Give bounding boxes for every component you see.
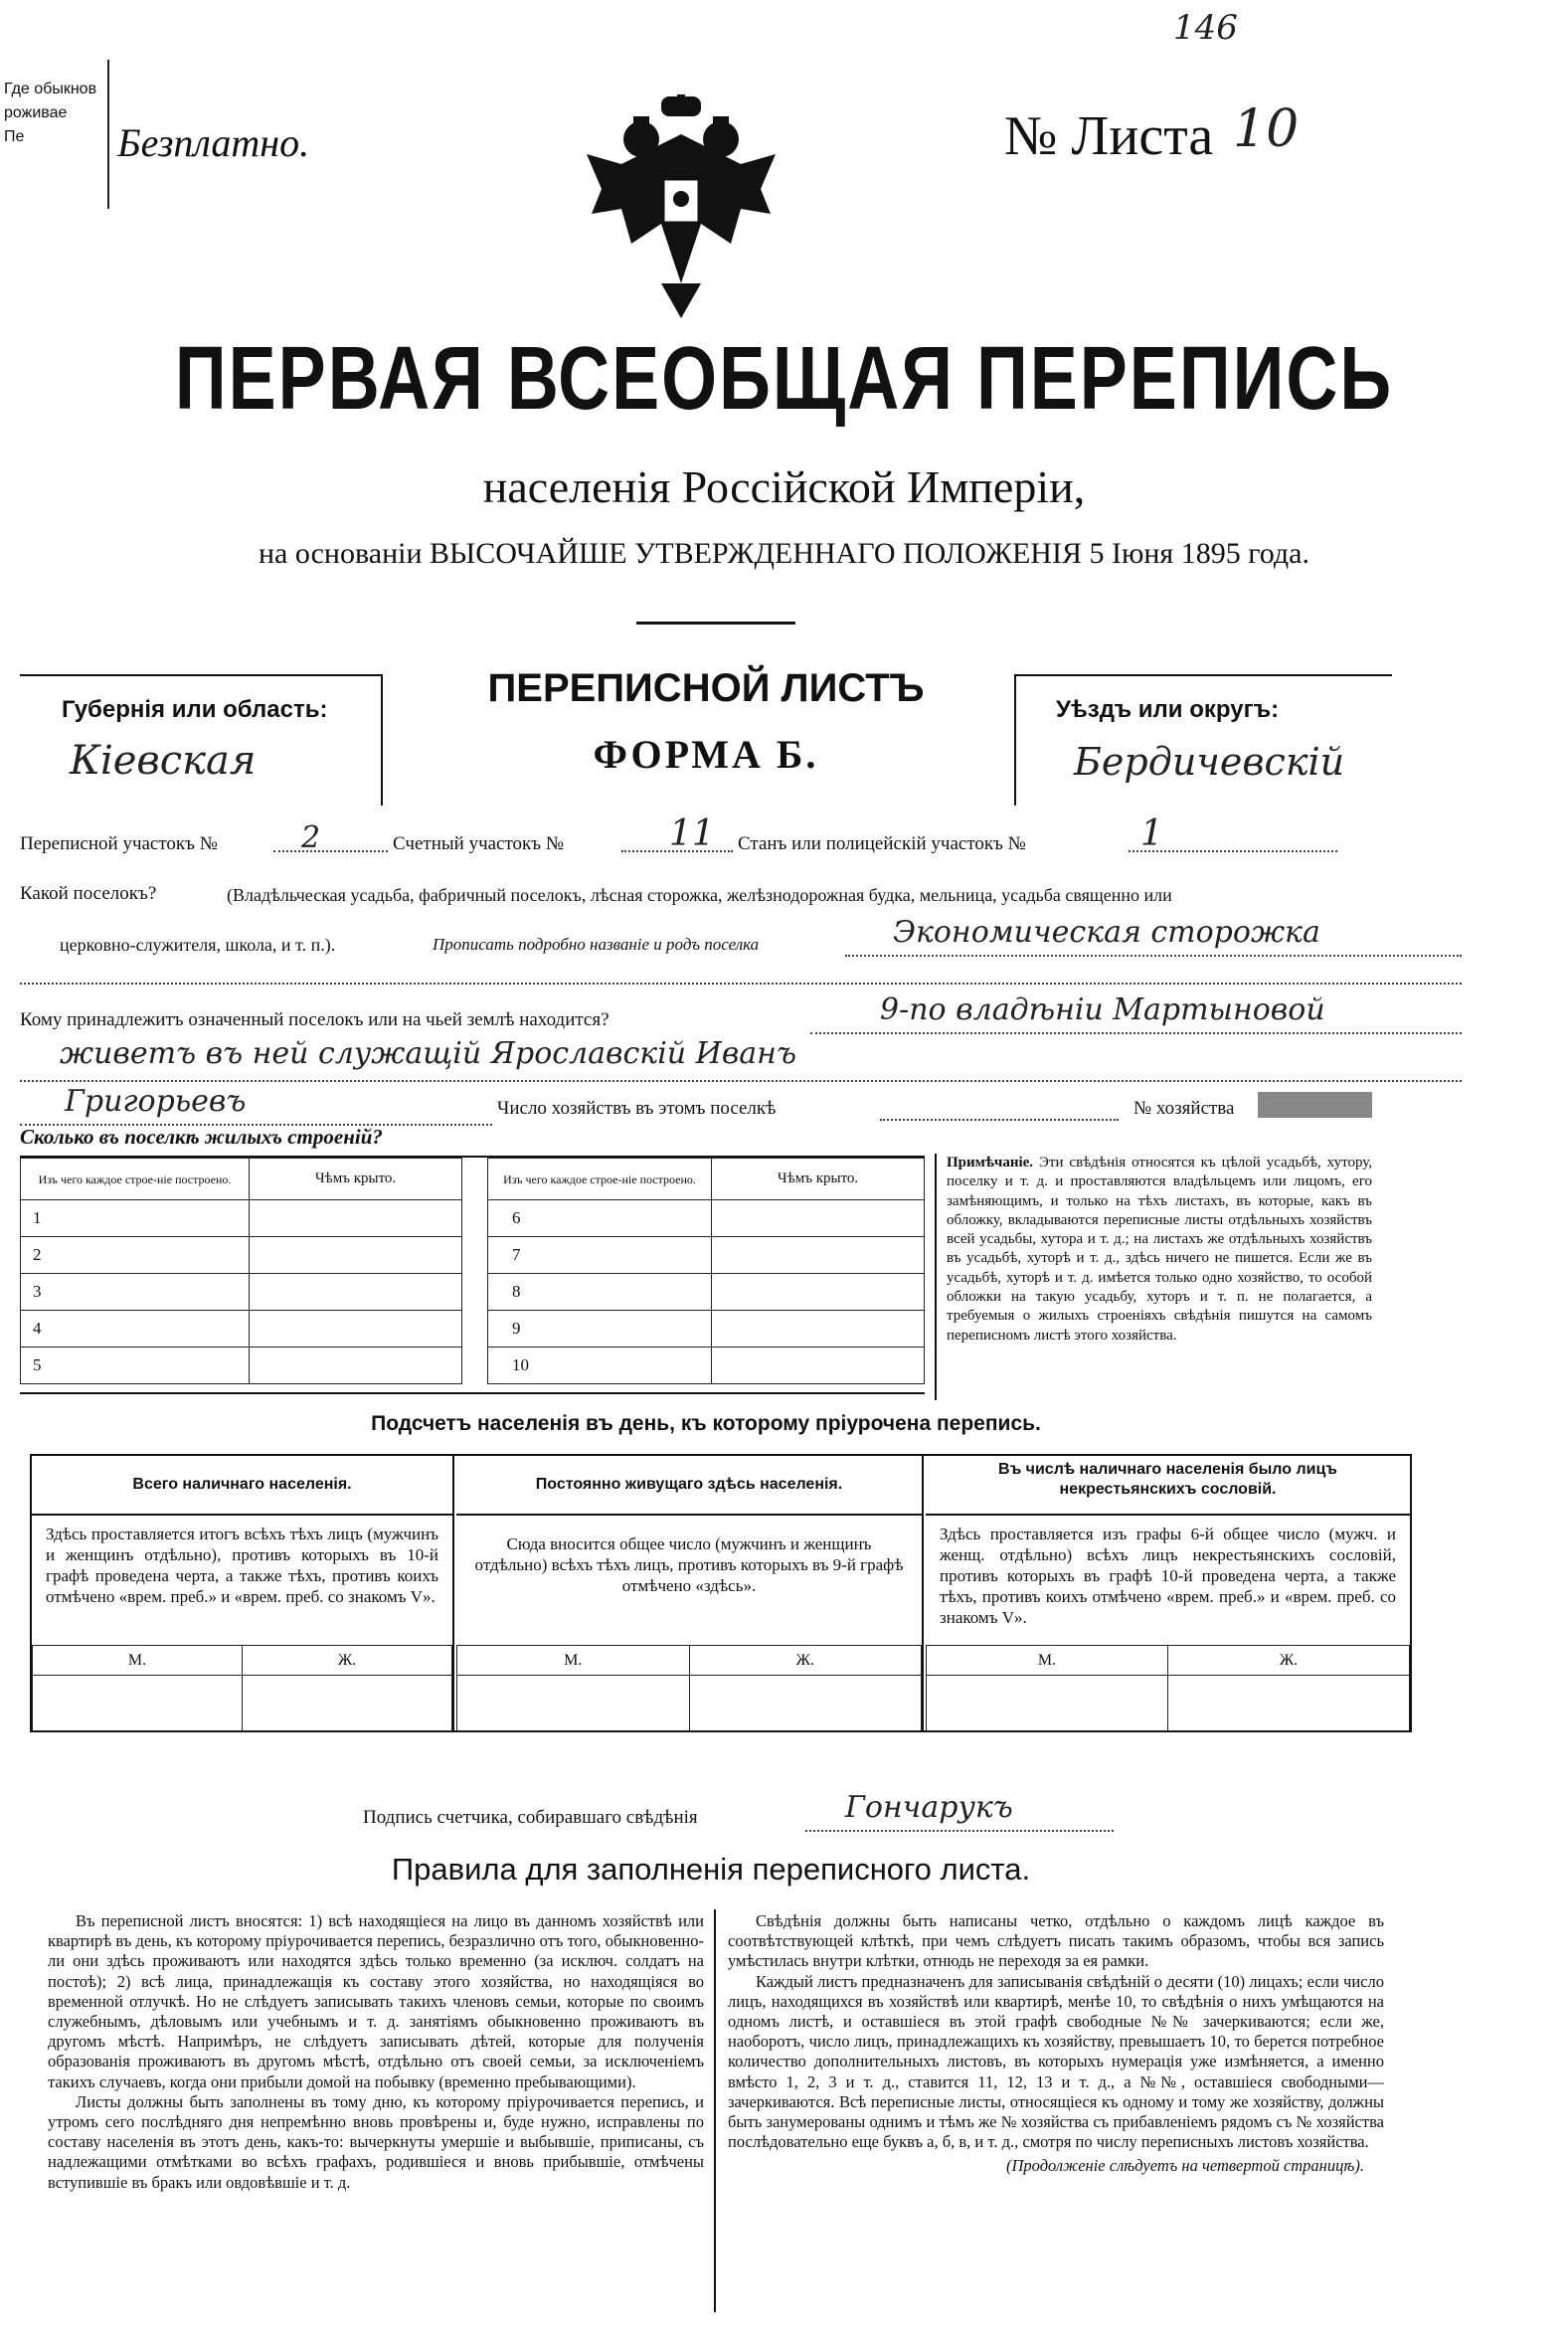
province-value[interactable]: Кіевская xyxy=(70,738,257,784)
female-cell[interactable] xyxy=(243,1676,452,1731)
settlement-field[interactable] xyxy=(845,915,1462,957)
female-label: Ж. xyxy=(689,1646,922,1676)
signature-field[interactable] xyxy=(805,1790,1114,1832)
households-label: Число хозяйствъ въ этомъ поселкѣ xyxy=(497,1098,777,1119)
sheet-number-label: № Листа xyxy=(1004,105,1214,167)
rules-paragraph: Листы должны быть заполнены въ тому дню, къ которому пріурочивается перепись, и утромъ сего послѣдняго дня непремѣнно вновь провѣрены и, буде нужно, исправлены по составу населенія въ этотъ день, какъ-то: вычеркнуты умершіе и выбывшіе, приписаны, съ надлежащими отмѣтками во всѣхъ графахъ, родившіеся и вновь прибывшіе, отмѣчены вступившіе въ бракъ или овдовѣвшіе и т. д. xyxy=(48,2091,704,2192)
male-cell[interactable] xyxy=(33,1676,243,1731)
roof-cell[interactable] xyxy=(250,1348,462,1384)
male-label: М. xyxy=(457,1646,690,1676)
female-cell[interactable] xyxy=(1168,1676,1410,1731)
owner-value-3: Григорьевъ xyxy=(65,1084,247,1119)
row-number: 6 xyxy=(488,1200,712,1237)
rules-left-column xyxy=(48,1911,704,2193)
rules-paragraph: Въ переписной листъ вносятся: 1) всѣ находящіеся на лицо въ данномъ хозяйствѣ или квартирѣ въ день, къ которому пріурочивается перепись, безразлично отъ того, обыкновенно-ли они здѣсь проживаютъ или находятся здѣсь только временно (за исключ. солдатъ на постоѣ); 2) всѣ лица, принадлежащія къ составу этого хозяйства, но находящіяся во временной отлучкѣ. Но не слѣдуетъ записывать такихъ членовъ семьи, которые по своимъ служебнымъ, дѣловымъ или учебнымъ и т. д. занятіямъ обыкновенно проживаютъ въ другомъ мѣстѣ. Напримѣръ, не слѣдуетъ записывать дѣтей, которые для полученія образованія проживаютъ въ другомъ мѣстѣ, отдѣльно отъ своей семьи, за исключеніемъ такихъ случаевъ, когда они прибыли домой на побывку (временно пребывающими). xyxy=(48,1911,704,2091)
dotted-rule xyxy=(20,983,1462,985)
col-head-total: Всего наличнаго населенія. xyxy=(32,1456,452,1516)
province-box xyxy=(20,674,383,806)
margin-text: Где обыкнов xyxy=(4,81,97,97)
settlement-value: Экономическая сторожка xyxy=(893,915,1320,950)
col-head-non-peasant: Въ числѣ наличнаго населенія было лицъ некрестьянскихъ сословій. xyxy=(926,1456,1410,1516)
row-number: 5 xyxy=(21,1348,250,1384)
district-label: Уѣздъ или округъ: xyxy=(1056,696,1280,723)
roof-cell[interactable] xyxy=(250,1200,462,1237)
roof-cell[interactable] xyxy=(712,1200,925,1237)
settlement-hint-2: церковно-служителя, школа, и т. п.). xyxy=(60,935,336,955)
row-number: 10 xyxy=(488,1348,712,1384)
col-desc-total: Здѣсь проставляется итогъ всѣхъ тѣхъ лицъ (мужчинъ и женщинъ отдѣльно), противъ которыхъ въ 10-й графѣ проведена черта, а также тѣхъ, противъ коихъ отмѣчено «врем. преб.» и «врем. преб. со знакомъ V». xyxy=(46,1525,438,1606)
roof-cell[interactable] xyxy=(250,1237,462,1274)
signature-value: Гончарукъ xyxy=(845,1790,1013,1825)
form-name: ФОРМА Б. xyxy=(593,732,819,777)
household-number-redaction xyxy=(1258,1092,1372,1118)
count-plot-label: Счетный участокъ № xyxy=(393,833,564,854)
owner-value: 9-по владѣніи Мартыновой xyxy=(880,992,1325,1027)
district-box xyxy=(1014,674,1392,806)
col-desc-permanent: Сюда вносится общее число (мужчинъ и женщинъ отдѣльно) всѣхъ тѣхъ лицъ, противъ которыхъ въ 9-й графѣ отмѣчено «здѣсь». xyxy=(474,1534,904,1595)
margin-text: роживае xyxy=(4,104,68,121)
double-headed-eagle-emblem xyxy=(582,94,781,323)
row-number: 9 xyxy=(488,1311,712,1348)
male-cell[interactable] xyxy=(457,1676,690,1731)
province-label: Губернія или область: xyxy=(62,696,328,723)
page-number: 146 xyxy=(1173,8,1238,48)
owner-label: Кому принадлежитъ означенный поселокъ или на чьей землѣ находится? xyxy=(20,1009,610,1030)
census-title: ПЕРВАЯ ВСЕОБЩАЯ ПЕРЕПИСЬ xyxy=(174,329,1394,429)
signature-label: Подпись счетчика, собиравшаго свѣдѣнія xyxy=(363,1807,698,1828)
population-title: Подсчетъ населенія въ день, къ которому пріурочена перепись. xyxy=(371,1412,1041,1435)
census-basis: на основаніи ВЫСОЧАЙШЕ УТВЕРЖДЕННАГО ПОЛОЖЕНІЯ 5 Іюня 1895 года. xyxy=(259,537,1309,570)
row-number: 8 xyxy=(488,1274,712,1311)
row-number: 7 xyxy=(488,1237,712,1274)
settlement-hint: (Владѣльческая усадьба, фабричный поселокъ, лѣсная сторожка, желѣзнодорожная будка, мельница, усадьба священно или xyxy=(227,885,1172,905)
row-number: 3 xyxy=(21,1274,250,1311)
female-label: Ж. xyxy=(243,1646,452,1676)
roof-cell[interactable] xyxy=(712,1274,925,1311)
roof-cell[interactable] xyxy=(250,1274,462,1311)
margin-text: Пе xyxy=(4,128,25,145)
police-plot-label: Станъ или полицейскій участокъ № xyxy=(738,833,1026,854)
row-number: 1 xyxy=(21,1200,250,1237)
rules-title: Правила для заполненія переписного листа. xyxy=(391,1852,1031,1887)
rules-paragraph: Каждый листъ предназначенъ для записыванія свѣдѣній о десяти (10) лицахъ; если число лицъ, находящихся въ хозяйствѣ или квартирѣ, менѣе 10, то свѣдѣнія о нихъ умѣщаются на одномъ листѣ, и оставшіеся въ этой графѣ свободные №№ зачеркиваются; если же, наоборотъ, число лицъ, принадлежащихъ къ хозяйству, превышаетъ 10, то берется потребное количество дополнительныхъ листовъ, въ которыхъ нумерація уже измѣняется, а именно вмѣсто 1, 2, 3 и т. д., ставится 11, 12, 13 и т. д., а №№, оставшіеся свободными—зачеркиваются. Всѣ переписные листы, относящіеся къ одному и тому же хозяйству, должны быть занумерованы однимъ и тѣмъ же № хозяйства съ прибавленіемъ рядомъ съ № хозяйства послѣдовательно еще буквъ а, б, в, и т. д., смотря по числу переписныхъ листовъ хозяйства. xyxy=(728,1971,1384,2152)
owner-value-2: живетъ въ ней служащій Ярославскій Иванъ xyxy=(60,1036,796,1071)
buildings-label: Сколько въ поселкѣ жилыхъ строеній? xyxy=(20,1125,383,1149)
count-plot-value: 11 xyxy=(669,813,715,854)
row-number: 4 xyxy=(21,1311,250,1348)
rules-paragraph: Свѣдѣнія должны быть написаны четко, отдѣльно о каждомъ лицѣ каждое въ соотвѣтствующей клѣткѣ, при чемъ слѣдуетъ писать такимъ образомъ, чтобы вся запись умѣстилась внутри клѣтки, отнюдь не переходя за ея рамки. xyxy=(728,1911,1384,1971)
male-label: М. xyxy=(927,1646,1168,1676)
count-plot-field[interactable] xyxy=(621,813,733,852)
census-plot-value: 2 xyxy=(301,820,321,855)
households-field[interactable] xyxy=(880,1089,1119,1121)
buildings-table xyxy=(20,1156,925,1394)
population-table xyxy=(30,1454,1412,1732)
roof-cell[interactable] xyxy=(712,1311,925,1348)
margin-fragment xyxy=(0,60,109,209)
police-plot-field[interactable] xyxy=(1129,813,1337,852)
owner-field[interactable] xyxy=(810,992,1462,1034)
column-header-roof: Чѣмъ крыто. xyxy=(250,1159,462,1200)
census-subtitle: населенія Россійской Имперіи, xyxy=(482,461,1086,512)
household-number-label: № хозяйства xyxy=(1133,1098,1235,1119)
column-header-material: Изъ чего каждое строе-ніе построено. xyxy=(21,1159,250,1200)
note-heading: Примѣчаніе. xyxy=(947,1155,1034,1170)
owner-field-3[interactable] xyxy=(20,1084,492,1126)
sheet-title: ПЕРЕПИСНОЙ ЛИСТЪ xyxy=(487,666,925,710)
female-cell[interactable] xyxy=(689,1676,922,1731)
note-text: Эти свѣдѣнія относятся къ цѣлой усадьбѣ, хутору, поселку и т. д. и проставляются владѣльцемъ или лицомъ, его замѣняющимъ, и только на тѣхъ листахъ, въ которые, какъ въ обложку, вкладываются переписные листы отдѣльныхъ хозяйствъ всей усадьбы, хутора и т. д.; на листахъ же отдѣльныхъ хозяйствъ въ усадьбѣ, хуторѣ и т. д., здѣсь ничего не пишется. Если же въ усадьбѣ, хуторѣ и т. д. имѣется только одно хозяйство, то особой обложки на такую усадьбу, хуторъ и т. п. не полагается, а требуемыя о жилыхъ строеніяхъ свѣдѣнія пишутся на самомъ переписномъ листѣ этого хозяйства. xyxy=(947,1155,1372,1344)
male-label: М. xyxy=(33,1646,243,1676)
census-plot-field[interactable] xyxy=(273,820,388,855)
census-plot-label: Переписной участокъ № xyxy=(20,833,218,854)
settlement-label: Какой поселокъ? xyxy=(20,883,157,904)
buildings-note xyxy=(935,1154,1372,1400)
owner-field-2[interactable] xyxy=(20,1036,1462,1082)
divider xyxy=(636,622,795,625)
col-head-permanent: Постоянно живущаго здѣсь населенія. xyxy=(456,1456,922,1516)
rules-right-column xyxy=(728,1911,1384,2177)
female-label: Ж. xyxy=(1168,1646,1410,1676)
rules-continued: (Продолженіе слѣдуетъ на четвертой страницѣ). xyxy=(1006,2156,1364,2176)
sheet-number-value: 10 xyxy=(1233,99,1300,159)
roof-cell[interactable] xyxy=(250,1311,462,1348)
row-number: 2 xyxy=(21,1237,250,1274)
column-divider xyxy=(714,1909,716,2312)
column-header-roof: Чѣмъ крыто. xyxy=(712,1159,925,1200)
free-label: Безплатно. xyxy=(117,120,310,165)
roof-cell[interactable] xyxy=(712,1348,925,1384)
roof-cell[interactable] xyxy=(712,1237,925,1274)
police-plot-value: 1 xyxy=(1140,813,1163,854)
settlement-hint-italic: Прописать подробно названіе и родъ поселка xyxy=(433,935,760,954)
col-desc-non-peasant: Здѣсь проставляется изъ графы 6-й общее число (мужч. и женщ. отдѣльно) всѣхъ лицъ некрестьянскихъ сословій, противъ которыхъ въ графѣ 10-й проведена черта, а также тѣхъ, противъ коихъ отмѣчено «врем. преб.» и «врем. преб. со знакомъ V». xyxy=(940,1525,1396,1627)
male-cell[interactable] xyxy=(927,1676,1168,1731)
district-value[interactable]: Бердичевскій xyxy=(1074,740,1345,784)
column-header-material: Изъ чего каждое строе-ніе построено. xyxy=(488,1159,712,1200)
